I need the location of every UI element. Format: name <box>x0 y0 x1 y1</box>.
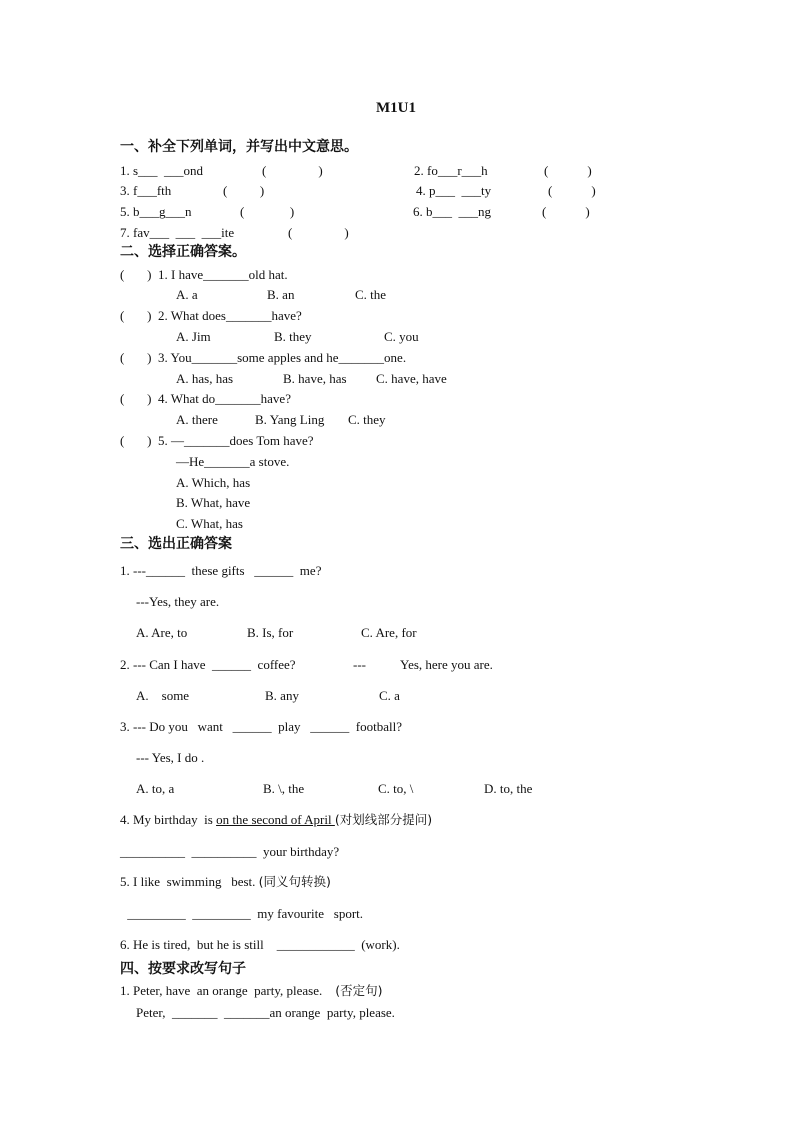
s2-q2-option-b: B. they <box>274 329 312 344</box>
s2-q1-stem: 1. I have_______old hat. <box>158 267 288 282</box>
s3-q3-option-d: D. to, the <box>484 781 533 796</box>
s3-q4-underlined: on the second of April <box>216 812 335 827</box>
s2-q2-stem: 2. What does_______have? <box>158 308 302 323</box>
s2-q4-stem: 4. What do_______have? <box>158 391 291 406</box>
s3-q5-stem: 5. I like swimming best. <box>120 874 256 889</box>
section-3-heading: 三、选出正确答案 <box>120 536 232 552</box>
s2-q1-paren: ( ) <box>120 267 152 282</box>
s2-q5-option-b: B. What, have <box>176 495 251 510</box>
s3-q2-option-a: A. some <box>136 688 190 703</box>
section-1-heading: 一、补全下列单词，并写出中文意思。 <box>120 139 358 155</box>
s2-q4-option-a: A. there <box>176 412 218 427</box>
s1-item-1-paren: ( ) <box>262 163 323 178</box>
s2-q1-option-b: B. an <box>267 287 295 302</box>
s2-q5-stem: 5. —_______does Tom have? <box>158 433 314 448</box>
s3-q1-option-b: B. Is, for <box>247 625 294 640</box>
s3-q3-option-c: C. to, \ <box>378 781 414 796</box>
s1-item-7-paren: ( ) <box>288 225 349 240</box>
section-4-heading: 四、按要求改写句子 <box>120 961 246 977</box>
s4-q1-answer: Peter, _______ _______an orange party, please. <box>136 1005 395 1020</box>
s4-q1-note: (否定句) <box>335 983 383 998</box>
s3-q5-note: (同义句转换) <box>258 874 331 889</box>
section-2-heading: 二、选择正确答案。 <box>120 244 246 260</box>
s1-item-7-word: 7. fav___ ___ ___ite <box>120 225 235 240</box>
s1-item-3-paren: ( ) <box>223 183 265 198</box>
s3-q3-option-b: B. \, the <box>263 781 305 796</box>
s2-q3-option-b: B. have, has <box>283 371 347 386</box>
s3-q2-option-c: C. a <box>379 688 400 703</box>
s2-q4-option-b: B. Yang Ling <box>255 412 325 427</box>
page-title: M1U1 <box>376 100 416 116</box>
s2-q5-line2: —He_______a stove. <box>176 454 290 469</box>
s2-q4-paren: ( ) <box>120 391 152 406</box>
s1-item-6-word: 6. b___ ___ng <box>413 204 491 219</box>
s1-item-2-word: 2. fo___r___h <box>414 163 488 178</box>
s2-q3-option-c: C. have, have <box>376 371 447 386</box>
s1-item-3-word: 3. f___fth <box>120 183 172 198</box>
s2-q5-option-c: C. What, has <box>176 516 243 531</box>
s1-item-4-word: 4. p___ ___ty <box>416 183 492 198</box>
s2-q4-option-c: C. they <box>348 412 386 427</box>
s3-q2-reply: Yes, here you are. <box>400 657 493 672</box>
s3-q4-answer: __________ __________ your birthday? <box>120 844 340 859</box>
s4-q1-line <box>120 983 382 999</box>
s3-q2-option-b: B. any <box>265 688 299 703</box>
s3-q5-line <box>120 874 331 890</box>
s2-q3-paren: ( ) <box>120 350 152 365</box>
s1-item-4-paren: ( ) <box>548 183 596 198</box>
s3-q1-reply: ---Yes, they are. <box>136 594 220 609</box>
s3-q3-stem: 3. --- Do you want ______ play ______ football? <box>120 719 402 734</box>
s3-q1-option-c: C. Are, for <box>361 625 417 640</box>
s3-q4-note: (对划线部分提问) <box>334 812 433 827</box>
s3-q2-dash: --- <box>353 657 366 672</box>
s1-item-5-paren: ( ) <box>240 204 295 219</box>
s3-q1-stem: 1. ---______ these gifts ______ me? <box>120 563 322 578</box>
s3-q4-line <box>120 812 432 828</box>
s3-q1-option-a: A. Are, to <box>136 625 188 640</box>
s2-q5-paren: ( ) <box>120 433 152 448</box>
s2-q2-paren: ( ) <box>120 308 152 323</box>
s1-item-5-word: 5. b___g___n <box>120 204 192 219</box>
s2-q2-option-c: C. you <box>384 329 419 344</box>
s2-q1-option-a: A. a <box>176 287 198 302</box>
s3-q2-stem: 2. --- Can I have ______ coffee? <box>120 657 296 672</box>
s2-q3-option-a: A. has, has <box>176 371 234 386</box>
s3-q5-answer: _________ _________ my favourite sport. <box>124 906 364 921</box>
s2-q5-option-a: A. Which, has <box>176 475 251 490</box>
s3-q4-prefix: 4. My birthday is <box>120 812 217 827</box>
s1-item-6-paren: ( ) <box>542 204 590 219</box>
s2-q3-stem: 3. You_______some apples and he_______one. <box>158 350 407 365</box>
s2-q1-option-c: C. the <box>355 287 387 302</box>
s3-q6-stem: 6. He is tired, but he is still ____________ (work). <box>120 937 400 952</box>
s3-q3-option-a: A. to, a <box>136 781 175 796</box>
s3-q3-reply: --- Yes, I do . <box>136 750 205 765</box>
s1-item-1-word: 1. s___ ___ond <box>120 163 204 178</box>
s2-q2-option-a: A. Jim <box>176 329 211 344</box>
s1-item-2-paren: ( ) <box>544 163 592 178</box>
s4-q1-stem: 1. Peter, have an orange party, please. <box>120 983 323 998</box>
